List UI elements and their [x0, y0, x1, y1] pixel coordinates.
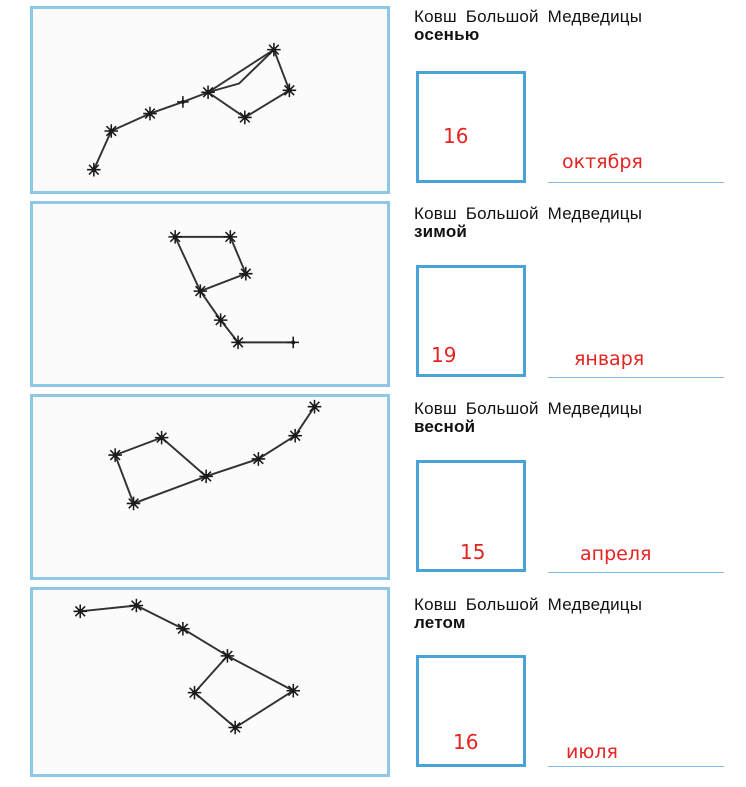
star — [288, 429, 302, 443]
star — [224, 230, 238, 244]
season-caption — [414, 596, 726, 632]
day-answer-box[interactable] — [416, 460, 526, 572]
caption-text: Ковш Большой Медведицы — [414, 7, 643, 26]
day-value: 19 — [431, 343, 457, 367]
star — [308, 400, 322, 414]
star — [231, 336, 245, 350]
star — [238, 111, 252, 125]
bowl-line — [115, 438, 206, 504]
star — [87, 163, 101, 177]
month-answer-line[interactable] — [548, 182, 724, 183]
season-caption — [414, 8, 726, 44]
bowl-line — [208, 50, 289, 118]
day-value: 16 — [453, 730, 479, 754]
season-word: весной — [414, 417, 476, 436]
star — [130, 599, 144, 613]
caption-text: Ковш Большой Медведицы — [414, 595, 643, 614]
month-value: января — [574, 348, 645, 370]
star — [228, 721, 242, 735]
day-answer-box[interactable] — [416, 265, 526, 377]
season-word: зимой — [414, 222, 468, 241]
season-word: осенью — [414, 25, 480, 44]
season-block-winter — [414, 205, 726, 385]
star — [104, 124, 118, 138]
sky-panel-summer — [30, 587, 390, 777]
star — [194, 284, 208, 298]
star — [201, 85, 215, 99]
day-answer-box[interactable] — [416, 71, 526, 183]
star — [127, 497, 141, 511]
month-value: июля — [566, 741, 618, 763]
star — [221, 649, 235, 663]
season-block-summer — [414, 596, 726, 776]
constellation-autumn — [33, 9, 387, 191]
star — [168, 230, 182, 244]
caption-text: Ковш Большой Медведицы — [414, 204, 643, 223]
star — [176, 622, 190, 636]
star — [143, 107, 157, 121]
caption-text: Ковш Большой Медведицы — [414, 399, 643, 418]
star — [108, 448, 122, 462]
star — [73, 605, 87, 619]
constellation-summer — [33, 590, 387, 774]
month-value: апреля — [580, 543, 652, 565]
star — [252, 452, 266, 466]
handle-line — [80, 605, 227, 655]
month-value: октября — [562, 151, 643, 173]
month-answer-line[interactable] — [548, 766, 724, 767]
star — [267, 43, 281, 57]
star — [239, 267, 253, 281]
day-value: 16 — [443, 124, 469, 148]
star — [287, 684, 301, 698]
constellation-spring — [33, 397, 387, 577]
handle-line — [200, 291, 293, 342]
sky-panel-autumn — [30, 6, 390, 194]
day-value: 15 — [460, 540, 486, 564]
star — [283, 84, 297, 98]
star — [188, 686, 202, 700]
season-caption — [414, 205, 726, 241]
bowl-line — [195, 656, 294, 728]
constellation-winter — [33, 204, 387, 384]
season-block-autumn — [414, 8, 726, 188]
season-caption — [414, 400, 726, 436]
star — [287, 337, 299, 349]
day-answer-box[interactable] — [416, 655, 526, 767]
month-answer-line[interactable] — [548, 572, 724, 573]
season-word: летом — [414, 613, 466, 632]
star — [199, 470, 213, 484]
sky-panel-winter — [30, 201, 390, 387]
star — [214, 313, 228, 327]
season-block-spring — [414, 400, 726, 580]
handle-line — [206, 407, 314, 477]
sky-panel-spring — [30, 394, 390, 580]
bowl-line — [175, 237, 246, 291]
month-answer-line[interactable] — [548, 377, 724, 378]
star — [177, 96, 189, 108]
star — [155, 431, 169, 445]
